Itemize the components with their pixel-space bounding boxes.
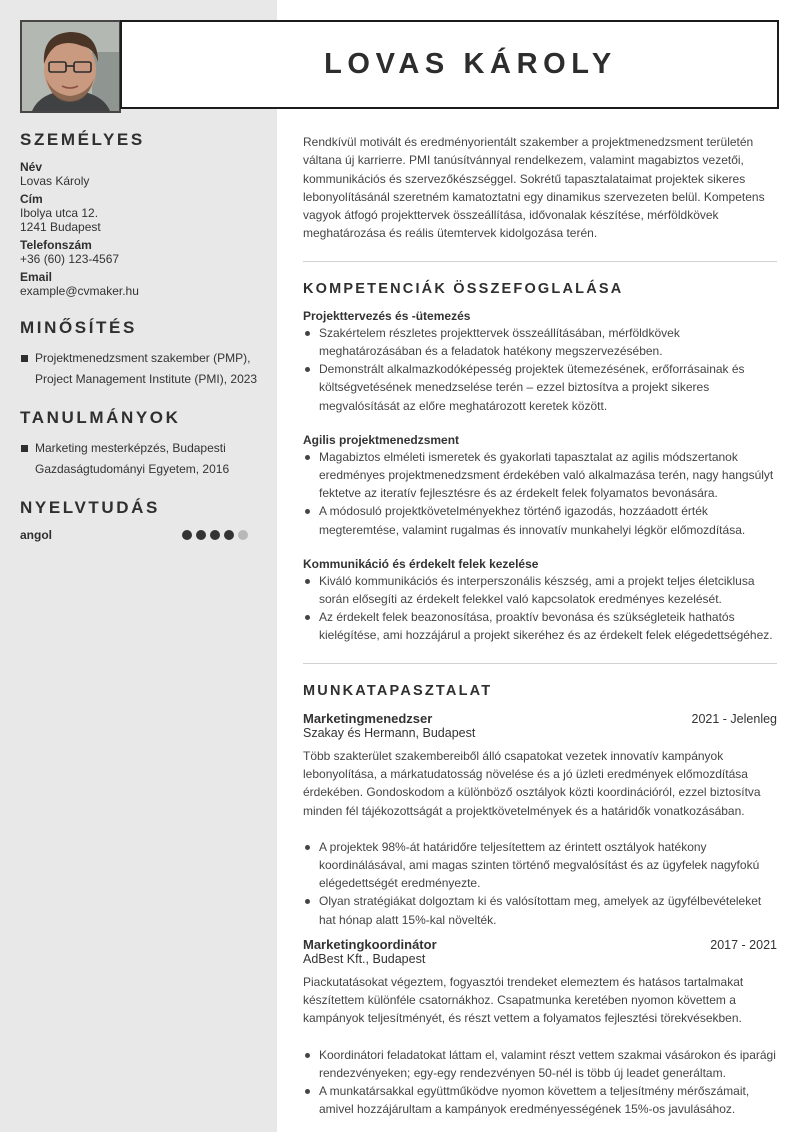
job-achievements bbox=[303, 838, 777, 929]
email-value: example@cvmaker.hu bbox=[20, 284, 139, 298]
job-header bbox=[303, 711, 777, 726]
level-dot-filled-icon bbox=[210, 530, 220, 540]
competencies-section bbox=[303, 281, 777, 645]
education-list bbox=[20, 438, 270, 480]
job-achievement: Koordinátori feladatokat láttam el, valamint részt vettem szakmai vásárokon és iparági rendezvényeken; egy-egy rendezvényen 50-nél is több új leadet generáltam. bbox=[303, 1046, 777, 1082]
job-company: AdBest Kft., Budapest bbox=[303, 951, 426, 966]
personal-field-email bbox=[20, 270, 270, 298]
personal-section bbox=[20, 130, 270, 298]
competencies-heading: KOMPETENCIÁK ÖSSZEFOGLALÁSA bbox=[303, 280, 624, 297]
competency-group bbox=[303, 309, 777, 415]
level-dot-filled-icon bbox=[196, 530, 206, 540]
competency-bullet: Demonstrált alkalmazkodóképesség projektek ütemezésének, erőforrásainak és költségvetésének menedzselése terén – ezzel biztosítva a projekt sikeres megvalósítását az előre meghatározott keretek között. bbox=[303, 360, 777, 415]
competency-bullet: A módosuló projektkövetelményekhez történő igazodás, hozzáadott érték megteremtése, valamint rugalmas és innovatív munkahelyi légkör előmozdítása. bbox=[303, 502, 777, 538]
language-name: angol bbox=[20, 528, 52, 542]
certifications-list bbox=[20, 348, 270, 390]
name-value: Lovas Károly bbox=[20, 174, 90, 188]
competency-bullets bbox=[303, 448, 777, 539]
education-section bbox=[20, 408, 270, 480]
level-dot-filled-icon bbox=[224, 530, 234, 540]
section-divider bbox=[303, 663, 777, 664]
field-label: Cím bbox=[20, 192, 43, 206]
job-company: Szakay és Hermann, Budapest bbox=[303, 725, 476, 740]
competency-title: Projekttervezés és -ütemezés bbox=[303, 308, 471, 323]
level-dot-filled-icon bbox=[182, 530, 192, 540]
job-description: Több szakterület szakembereiből álló csapatokat vezetek innovatív kampányok lebonyolítása, a márkatudatosság növelése és a jó üzleti eredmények előmozdítása érdekében. Gondoskodom a különböző osztályok közti koordinációról, ezzel biztosítva minden fél tájékozottságát a projektkövetelmények és a határidők vonatkozásában. bbox=[303, 748, 761, 818]
job-achievement: Olyan stratégiákat dolgoztam ki és valósítottam meg, amelyek az ügyfélbevételeket hat hónap alatt 15%-kal növelték. bbox=[303, 892, 777, 928]
competency-group bbox=[303, 557, 777, 645]
job-date: 2017 - 2021 bbox=[710, 937, 777, 952]
competency-bullet: Szakértelem részletes projekttervek összeállításában, mérföldkövek meghatározásában és a feladatok hatékony megszervezésében. bbox=[303, 324, 777, 360]
candidate-name: LOVAS KÁROLY bbox=[324, 48, 617, 80]
main-content bbox=[303, 133, 777, 1127]
job-title: Marketingmenedzser bbox=[303, 710, 433, 726]
experience-heading: MUNKATAPASZTALAT bbox=[303, 682, 493, 699]
avatar-portrait-icon bbox=[22, 22, 119, 111]
competency-bullet: Kiváló kommunikációs és interperszonális készség, ami a projekt teljes életciklusa során elősegíti az érdekelt felekkel való kapcsolatok eredményes kezelését. bbox=[303, 572, 777, 608]
name-header bbox=[120, 20, 779, 109]
personal-field-name bbox=[20, 160, 270, 188]
field-label: Telefonszám bbox=[20, 238, 92, 252]
languages-heading: NYELVTUDÁS bbox=[20, 498, 160, 517]
languages-section bbox=[20, 498, 270, 542]
phone-value: +36 (60) 123-4567 bbox=[20, 252, 120, 266]
field-value bbox=[20, 284, 270, 298]
job-achievement: A projektek 98%-át határidőre teljesítettem az érintett osztályok hatékony koordinálásával, ami magas szinten történő megvalósítást és az ügyfelek nagyfokú elégedettségét eredményezte. bbox=[303, 838, 777, 893]
certification-item: Projektmenedzsment szakember (PMP), Project Management Institute (PMI), 2023 bbox=[20, 348, 270, 390]
experience-section bbox=[303, 683, 777, 1119]
field-label: Email bbox=[20, 270, 53, 284]
language-level-rating bbox=[182, 530, 248, 540]
competency-group bbox=[303, 433, 777, 539]
personal-field-address bbox=[20, 192, 270, 234]
section-divider bbox=[303, 261, 777, 262]
job-entry bbox=[303, 937, 777, 1119]
education-heading: TANULMÁNYOK bbox=[20, 408, 181, 427]
competency-bullets bbox=[303, 324, 777, 415]
job-entry bbox=[303, 711, 777, 929]
certifications-heading: MINŐSÍTÉS bbox=[20, 318, 137, 337]
education-item: Marketing mesterképzés, Budapesti Gazdaságtudományi Egyetem, 2016 bbox=[20, 438, 270, 480]
profile-photo bbox=[20, 20, 121, 113]
job-description: Piackutatásokat végeztem, fogyasztói trendeket elemeztem és hatásos tartalmakat készítettem különféle csatornákhoz. Csapatmunka keretében nyomon követtem a kampányok teljesítményét, és részt vettem a folyamatos fejlesztési törekvésekben. bbox=[303, 974, 744, 1026]
personal-field-phone bbox=[20, 238, 270, 266]
job-date: 2021 - Jelenleg bbox=[691, 711, 777, 726]
competency-bullets bbox=[303, 572, 777, 645]
competency-bullet: Magabiztos elméleti ismeretek és gyakorlati tapasztalat az agilis módszertanok eredményes projektmenedzsment érdekében való alkalmazása terén, nagy hangsúlyt fektetve az iteratív fejlesztésre és az érdekelt felek folyamatos bevonására. bbox=[303, 448, 777, 503]
competency-bullet: Az érdekelt felek beazonosítása, proaktív bevonása és szükségleteik hathatós kielégítése, ami hozzájárul a projekt sikeréhez és az érdekelt felek elégedettségéhez. bbox=[303, 608, 777, 644]
job-achievement: A munkatársakkal együttműködve nyomon követtem a teljesítmény mérőszámait, amivel hozzájárultam a kampányok eredményességének 15%-os javulásához. bbox=[303, 1082, 777, 1118]
field-label: Név bbox=[20, 160, 43, 174]
field-value bbox=[20, 252, 270, 266]
certifications-section bbox=[20, 318, 270, 390]
sidebar-content bbox=[20, 130, 270, 542]
profile-summary: Rendkívül motivált és eredményorientált szakember a projektmenedzsment területén váltana új karrierre. PMI tanúsítvánnyal rendelkezem, valamint magabiztos vezetői, kommunikációs és szervezőkészséggel. Sokrétű tapasztalataimat projektek sikeres lebonyolításánál szeretném kamatoztatni egy dinamikus szervezeten belül. Kompetens vagyok átfogó projekttervek összeállítása, idővonalak készítése, mérföldkövek meghatározása és reális ütemtervek kidolgozása terén. bbox=[303, 135, 765, 241]
competency-title: Kommunikáció és érdekelt felek kezelése bbox=[303, 556, 539, 571]
language-row bbox=[20, 528, 250, 542]
personal-heading: SZEMÉLYES bbox=[20, 130, 145, 149]
address-line-1: Ibolya utca 12. bbox=[20, 206, 99, 220]
field-value bbox=[20, 206, 270, 234]
job-title: Marketingkoordinátor bbox=[303, 936, 437, 952]
field-value bbox=[20, 174, 270, 188]
job-achievements bbox=[303, 1046, 777, 1119]
job-header bbox=[303, 937, 777, 952]
competency-title: Agilis projektmenedzsment bbox=[303, 432, 460, 447]
level-dot-empty-icon bbox=[238, 530, 248, 540]
address-line-2: 1241 Budapest bbox=[20, 220, 101, 234]
